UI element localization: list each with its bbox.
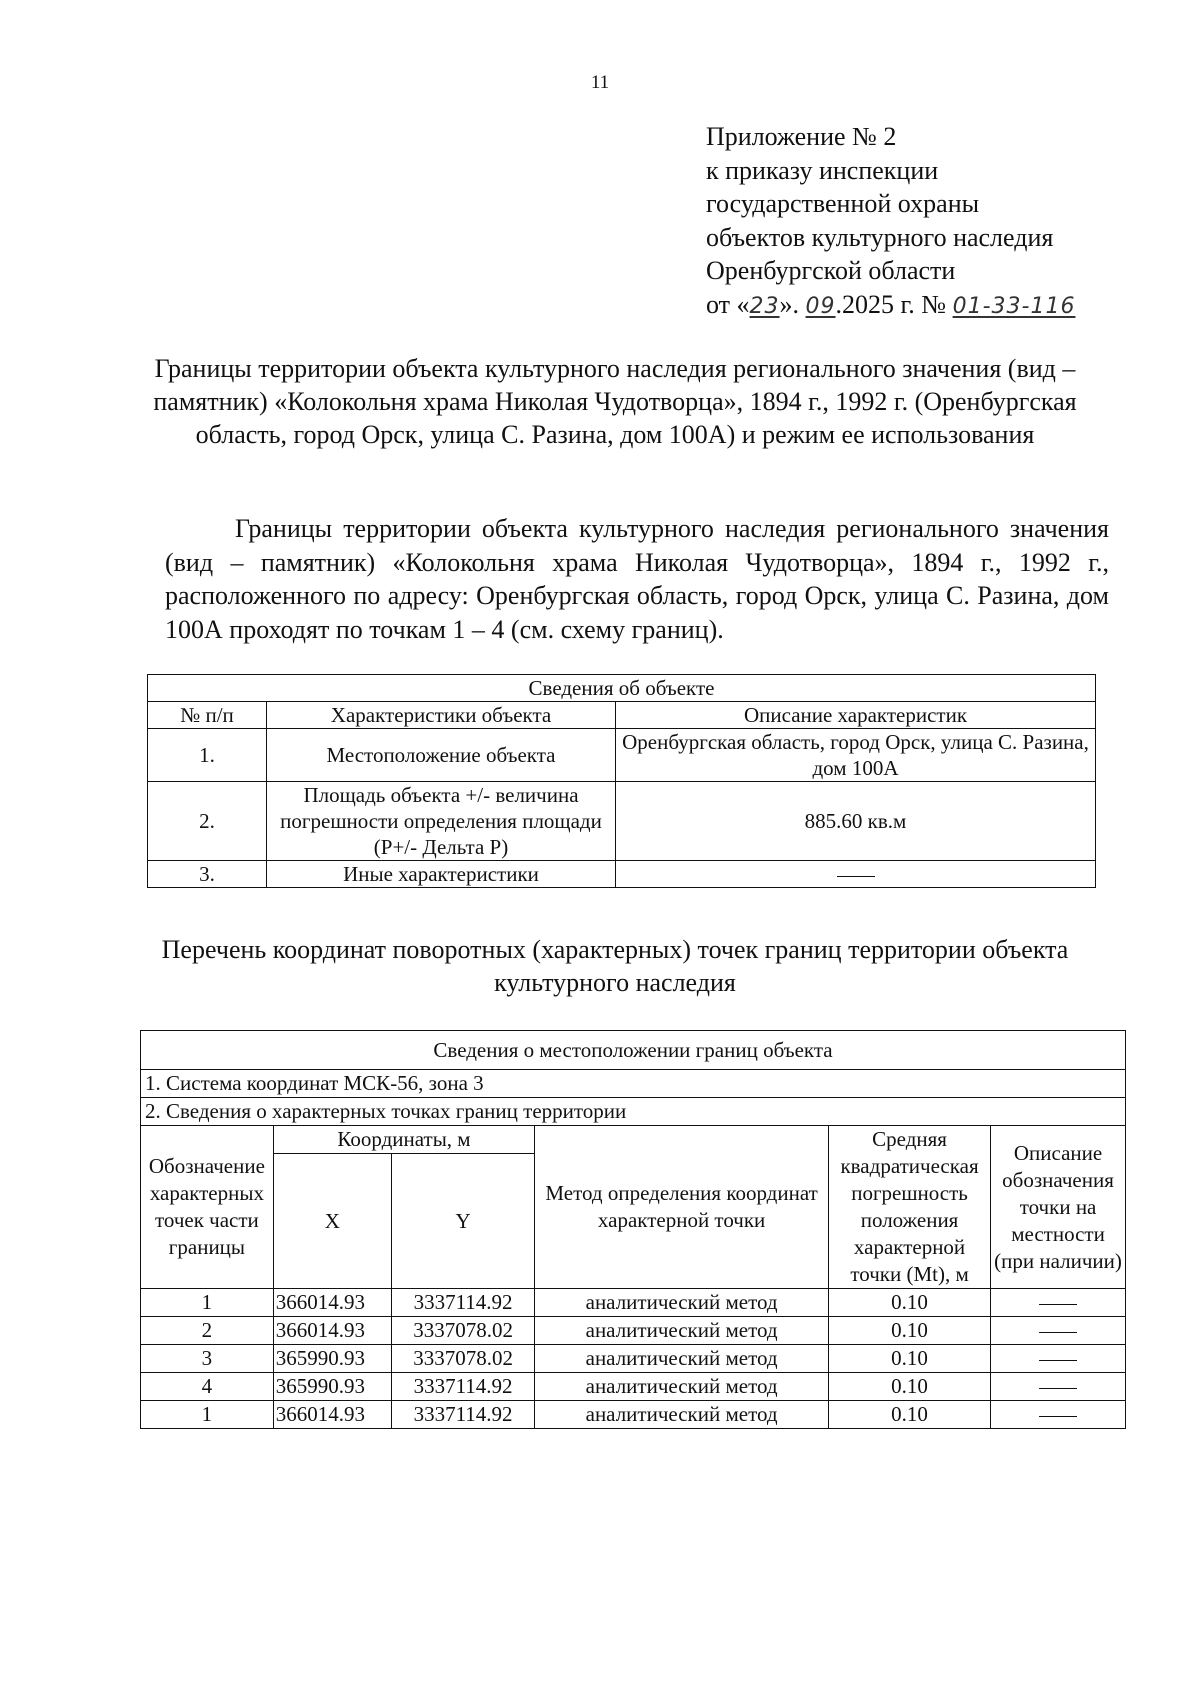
header-coordinates: Координаты, м — [273, 1126, 534, 1154]
document-title: Границы территории объекта культурного наследия регионального значения (вид – памятник) «Колокольня храма Николая Чудотворца», 1894 г., 1992 г. (Оренбургская область, город Орск, улица С. Разина, дом 100А) и режим ее использования — [153, 354, 1077, 449]
header-description: Описание обозначения точки на местности (при наличии) — [991, 1126, 1126, 1289]
appendix-line-1: Приложение № 2 — [706, 122, 897, 151]
header-method: Метод определения координат характерной точки — [535, 1126, 829, 1289]
date-mid: ». — [779, 289, 800, 319]
coord-y: 3337078.02 — [391, 1345, 534, 1373]
dash-mark — [1039, 1416, 1077, 1417]
boundary-paragraph: Границы территории объекта культурного наследия регионального значения (вид – памятник) «Колокольня храма Николая Чудотворца», 1894 г., 1992 г., расположенного по адресу: Оренбургская область, город Орск, улица С. Разина, дом 100А проходят по точкам 1 – 4 (см. схему границ). — [165, 514, 1109, 644]
coord-x: 365990.93 — [273, 1345, 391, 1373]
error: 0.10 — [829, 1373, 991, 1401]
header-x: X — [273, 1154, 391, 1289]
coord-y: 3337114.92 — [391, 1401, 534, 1429]
dash-mark — [1039, 1360, 1077, 1361]
appendix-line-2: к приказу инспекции — [706, 155, 939, 185]
appendix-line-4: объектов культурного наследия — [706, 222, 1054, 252]
coord-table-caption: Сведения о местоположении границ объекта — [141, 1031, 1126, 1070]
error: 0.10 — [829, 1401, 991, 1429]
dash-mark — [1039, 1304, 1077, 1305]
page-number: 11 — [590, 72, 610, 93]
method: аналитический метод — [535, 1317, 829, 1345]
appendix-date-line — [706, 288, 1075, 324]
header-y: Y — [391, 1154, 534, 1289]
dash-mark — [837, 876, 875, 877]
error: 0.10 — [829, 1289, 991, 1317]
object-table-caption: Сведения об объекте — [148, 675, 1096, 702]
row-characteristic: Местоположение объекта — [267, 729, 616, 782]
date-month: 09 — [805, 293, 836, 319]
coordinates-table — [140, 1030, 1126, 1429]
coord-y: 3337114.92 — [391, 1289, 534, 1317]
header-characteristics: Характеристики объекта — [267, 702, 616, 729]
row-number: 1. — [148, 729, 267, 782]
point-id: 3 — [141, 1345, 274, 1373]
method: аналитический метод — [535, 1289, 829, 1317]
appendix-line-3: государственной охраны — [706, 189, 980, 218]
object-info-table — [147, 674, 1096, 888]
header-description: Описание характеристик — [616, 702, 1096, 729]
method: аналитический метод — [535, 1373, 829, 1401]
dash-mark — [1039, 1332, 1077, 1333]
point-id: 1 — [141, 1289, 274, 1317]
method: аналитический метод — [535, 1401, 829, 1429]
points-caption: 2. Сведения о характерных точках границ территории — [141, 1098, 1126, 1126]
coord-y: 3337078.02 — [391, 1317, 534, 1345]
row-number: 3. — [148, 861, 267, 888]
coord-x: 366014.93 — [273, 1289, 391, 1317]
date-day: 23 — [749, 293, 780, 319]
coord-x: 365990.93 — [273, 1373, 391, 1401]
order-number: 01-33-116 — [952, 293, 1076, 319]
row-characteristic: Площадь объекта +/- величина погрешности определения площади (Р+/- Дельта Р) — [267, 782, 616, 861]
description-empty — [991, 1289, 1126, 1317]
point-id: 4 — [141, 1373, 274, 1401]
header-error: Средняя квадратическая погрешность положения характерной точки (Mt), м — [829, 1126, 991, 1289]
row-characteristic: Иные характеристики — [267, 861, 616, 888]
date-prefix: от « — [706, 289, 750, 319]
row-value: 885.60 кв.м — [616, 782, 1096, 861]
description-empty — [991, 1317, 1126, 1345]
description-empty — [991, 1373, 1126, 1401]
row-value: Оренбургская область, город Орск, улица С. Разина, дом 100А — [616, 729, 1096, 782]
description-empty — [991, 1345, 1126, 1373]
point-id: 2 — [141, 1317, 274, 1345]
description-empty — [991, 1401, 1126, 1429]
coord-x: 366014.93 — [273, 1317, 391, 1345]
header-number: № п/п — [148, 702, 267, 729]
header-point: Обозначение характерных точек части границы — [141, 1126, 274, 1289]
coord-x: 366014.93 — [273, 1401, 391, 1429]
method: аналитический метод — [535, 1345, 829, 1373]
point-id: 1 — [141, 1401, 274, 1429]
error: 0.10 — [829, 1345, 991, 1373]
error: 0.10 — [829, 1317, 991, 1345]
appendix-header — [706, 120, 1075, 323]
row-number: 2. — [148, 782, 267, 861]
coord-system: 1. Система координат МСК-56, зона 3 — [141, 1070, 1126, 1098]
appendix-line-5: Оренбургской области — [706, 256, 956, 285]
dash-mark — [1039, 1388, 1077, 1389]
coordinates-title: Перечень координат поворотных (характерных) точек границ территории объекта культурного наследия — [161, 935, 1069, 997]
coord-y: 3337114.92 — [391, 1373, 534, 1401]
date-year: .2025 г. № — [835, 289, 947, 319]
row-value-empty — [616, 861, 1096, 888]
